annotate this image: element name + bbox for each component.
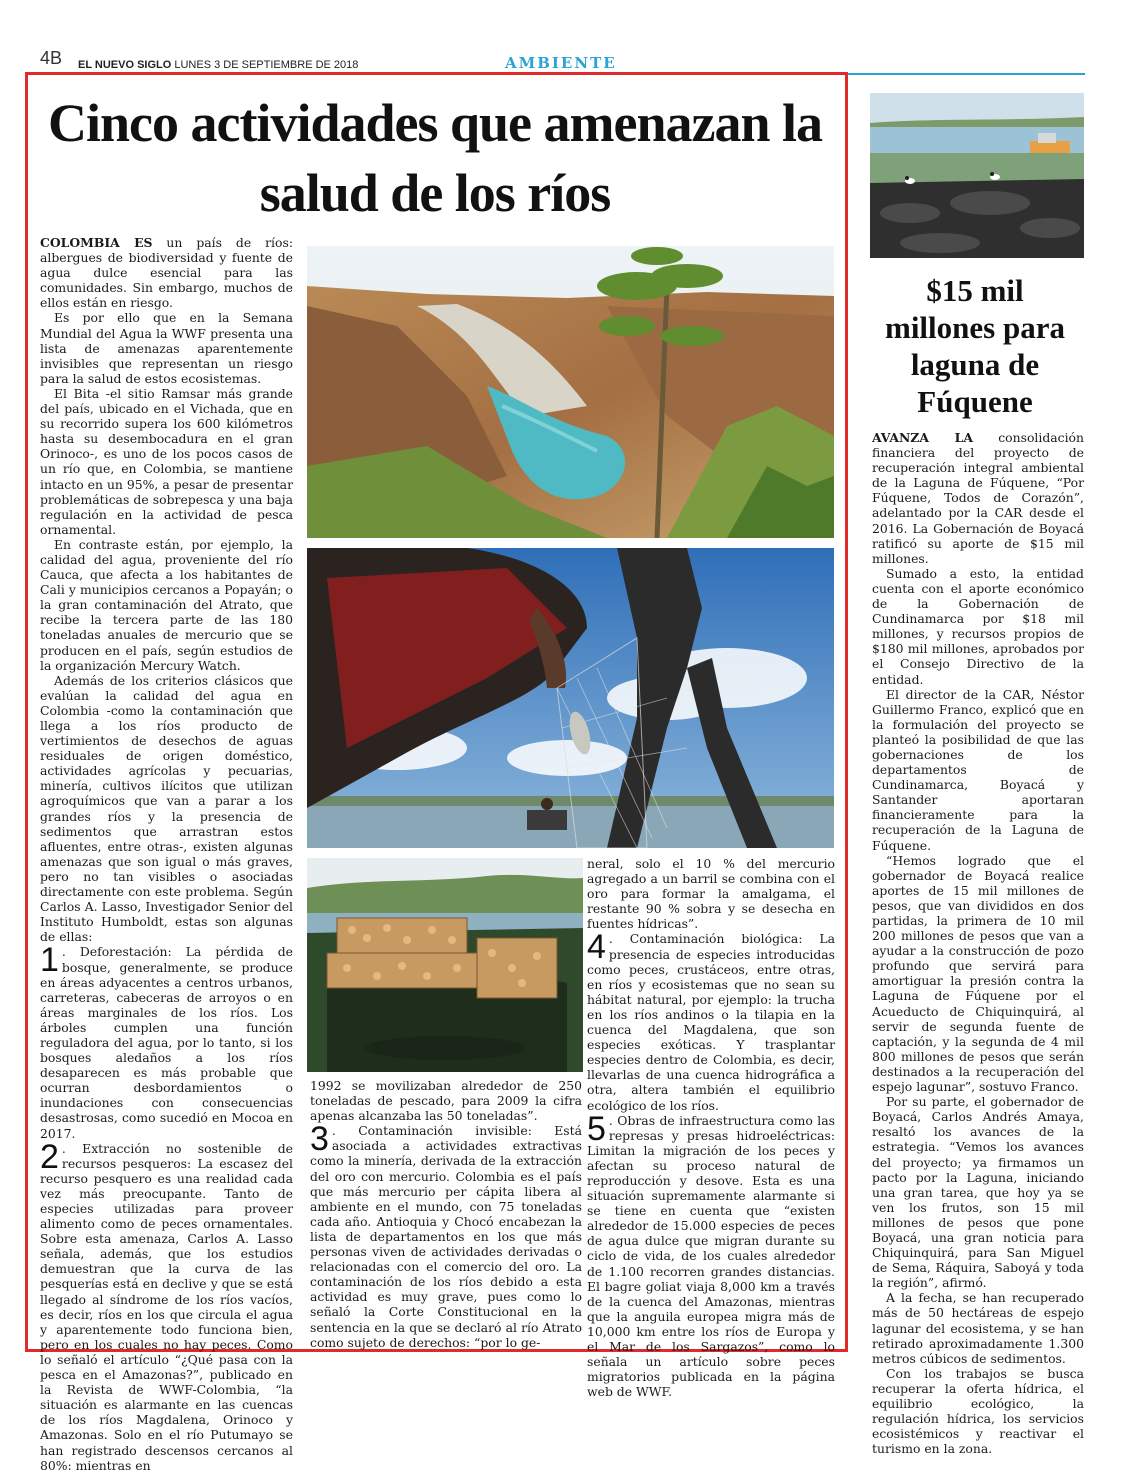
section-label: AMBIENTE bbox=[505, 54, 617, 72]
sidebar-paragraph: Sumado a esto, la entidad cuenta con el aporte económico de la Gobernación de Cundinamarca por $18 mil millones, y recursos propios de $180 mil millones, aprobados por el Consejo Directivo de la entidad. bbox=[872, 565, 1084, 687]
sidebar-lead-word: AVANZA LA bbox=[872, 430, 973, 445]
article-paragraph: Además de los criterios clásicos que evalúan la calidad del agua en Colombia -como la contaminación que llega a los ríos producto de vertimientos de desechos de aguas residuales de origen doméstico, actividades agrícolas y pecuarias, minería, cultivos ilícitos que utilizan agroquímicos que van a parar a los grandes ríos y la presencia de sedimentos que arrastran estos afluentes, entre otras-, existen algunas amenazas que son igual o más graves, pero no tan visibles o asociadas directamente con este problema. Según Carlos A. Lasso, Investigador Senior del Instituto Humboldt, estas son algunas de ellas: bbox=[40, 672, 293, 945]
article-paragraph: 1992 se movilizaban alrededor de 250 toneladas de pescado, para 2009 la cifra apenas alcanzaba las 50 toneladas”. bbox=[310, 1078, 582, 1124]
issue-date: LUNES 3 DE SEPTIEMBRE DE 2018 bbox=[174, 59, 359, 71]
article-paragraph: neral, solo el 10 % del mercurio agregado a un barril se combina con el oro para formar la amalgama, el restante 90 % sobra y se desecha en fuentes hídricas”. bbox=[587, 856, 835, 932]
sidebar-paragraph: consolidación financiera del proyecto de recuperación integral ambiental de la Laguna de Fúquene, “Por Fúquene, Todos de Corazón”, adelantado por la CAR desde el 2016. La Gobernación de Boyacá ratificó su aporte de $15 mil millones. bbox=[872, 430, 1084, 566]
list-number: 5 bbox=[587, 1109, 606, 1148]
photo-mining-pit bbox=[307, 246, 834, 538]
article-paragraph: En contraste están, por ejemplo, la calidad del agua, proveniente del río Cauca, que afecta a los habitantes de Cali y municipios cercanos a Popayán; o la gran contaminación del Atrato, que recibe la tercera parte de las 180 toneladas anuales de mercurio que se producen en el país, según estudios de la organización Mercury Watch. bbox=[40, 536, 293, 673]
article-headline: Cinco actividades que amenazan la salud de los ríos bbox=[47, 93, 823, 223]
article-column-1 bbox=[40, 235, 294, 1473]
list-item: 5 . Obras de infraestructura como las represas y presas hidroeléctricas: Limitan la migración de los peces y afectan su proceso natural de reproducción y desove. Esta es una situación supremamente alarmante si se tiene en cuenta que “existen alrededor de 15.000 especies de peces de agua dulce que migran durante su ciclo de vida, de los cuales alrededor de 1.100 recorren grandes distancias. El bagre goliat viaja 8,000 km a través de la cuenca del Amazonas, mientras que la anguila europea migra más de 10,000 km entre los ríos de Europa y el Mar de los Sargazos”, como lo señala un artículo sobre peces migratorios publicada en la página web de WWF. bbox=[587, 1109, 835, 1400]
article-column-3 bbox=[587, 856, 835, 1400]
list-number: 2 bbox=[40, 1137, 59, 1176]
list-item: 2 . Extracción no sostenible de recursos pesqueros: La escasez del recurso pesquero es una realidad cada vez más preocupante. Tanto de especies utilizadas para proveer alimento como de peces ornamentales. Sobre esta amenaza, Carlos A. Lasso señala, además, que los estudios demuestran que la curva de las pesquerías está en declive y que se está llegado al síndrome de los ríos vacíos, es decir, ríos en los que circula el agua y aparentemente todo funciona bien, pero en los cuales no hay peces. Como lo señaló el artículo “¿Qué pasa con la pesca en el Amazonas?”, publicado en la Revista de WWF-Colombia, “la situación es alarmante en las cuencas de los ríos Magdalena, Orinoco y Amazonas. Solo en el río Putumayo se han registrado descensos cercanos al 80%: mientras en bbox=[40, 1137, 293, 1473]
page-number: 4B bbox=[40, 48, 63, 68]
list-item: 4 . Contaminación biológica: La presencia de especies introducidas como peces, crustáceos, entre otras, en ríos y ecosistemas que no sean su hábitat natural, por ejemplo: la trucha en los ríos andinos o la tilapia en la cuenca del Magdalena, que son especies exóticas. Y trasplantar especies dentro de Colombia, es decir, llevarlas de una cuenca hidrográfica a otra, altera también el equilibrio ecológico de los ríos. bbox=[587, 928, 835, 1113]
photo-lagoon-boat bbox=[870, 93, 1084, 258]
article-paragraph: un país de ríos: albergues de biodiversidad y fuente de agua dulce esencial para las comunidades. Sin embargo, muchos de ellos están en riesgo. bbox=[40, 235, 294, 311]
article-paragraph: Es por ello que en la Semana Mundial del Agua la WWF presenta una lista de amenazas aparentemente invisibles que representan un riesgo para la salud de estos ecosistemas. bbox=[40, 310, 293, 386]
list-number: 3 bbox=[310, 1120, 329, 1159]
article-column-2 bbox=[310, 1078, 582, 1348]
list-number: 4 bbox=[587, 928, 606, 967]
list-item: 1 . Deforestación: La pérdida de bosque, generalmente, se produce en áreas adyacentes a centros urbanos, carreteras, cabeceras de arroyos o en áreas marginales de los ríos. Los árboles cumplen una función reguladora del agua, por lo tanto, si los bosques aledaños a los ríos desaparecen es más probable que ocurran desbordamientos o inundaciones con consecuencias desastrosas, como sucedió en Mocoa en 2017. bbox=[40, 941, 293, 1141]
sidebar-headline: $15 mil millones para laguna de Fúquene bbox=[885, 273, 1065, 419]
newspaper-name: EL NUEVO SIGLO bbox=[78, 59, 172, 71]
sidebar-paragraph: Con los trabajos se busca recuperar la oferta hídrica, el equilibrio ecológico, la regulación hídrica, los servicios ecosistémicos y reactivar el turismo en la zona. bbox=[872, 1365, 1084, 1457]
sidebar-paragraph: A la fecha, se han recuperado más de 50 hectáreas de espejo lagunar del ecosistema, y se han retirado aproximadamente 1.300 metros cúbicos de sedimentos. bbox=[872, 1290, 1084, 1366]
photo-firewood-stacks bbox=[307, 858, 583, 1072]
newspaper-dateline bbox=[78, 59, 358, 71]
sidebar-paragraph: Por su parte, el gobernador de Boyacá, Carlos Andrés Amaya, resaltó los avances de la estrategia. “Vemos los avances del proyecto; ya firmamos un pacto por la Laguna, iniciando una gran tarea, que hoy ya se ven los frutos, son 15 mil millones de pesos que pone Boyacá, una gran noticia para Chiquinquirá, para San Miguel de Sema, Ráquira, Saboyá y toda la región”, afirmó. bbox=[872, 1094, 1084, 1291]
sidebar-column bbox=[872, 430, 1084, 1457]
sidebar-paragraph: “Hemos logrado que el gobernador de Boyacá realice aportes de 15 mil millones de pesos, que van divididos en dos partidas, la primera de 10 mil 200 millones de pesos que van a ayudar a la construcción de pozo profundo que servirá para amortiguar la presión contra la Laguna de Fúquene por el Acueducto de Chiquinquirá, al servir de segunda fuente de captación, y la segunda de 4 mil 800 millones de pesos que serán destinados a la recuperación del espejo lagunar”, sostuvo Franco. bbox=[872, 852, 1084, 1095]
list-number: 1 bbox=[40, 941, 59, 980]
list-item: 3 . Contaminación invisible: Está asociada a actividades extractivas como la minería, derivada de la extracción del oro con mercurio. Colombia es el país que más mercurio per cápita libera al ambiente en el mundo, con 75 toneladas cada año. Antioquia y Chocó encabezan la lista de departamentos en los que más personas viven de actividades derivadas o relacionadas con el comercio del oro. La contaminación de los ríos debido a esta actividad es muy grave, pues como lo señaló la Corte Constitucional en la sentencia en la que se declaró al río Atrato como sujeto de derechos: “por lo ge- bbox=[310, 1120, 582, 1350]
sidebar-paragraph: El director de la CAR, Néstor Guillermo Franco, explicó que en la formulación del proyecto se planteó la posibilidad de que las gobernaciones de los departamentos de Cundinamarca, Boyacá y Santander aportaran financieramente para la recuperación de la Laguna de Fúquene. bbox=[872, 686, 1084, 853]
article-lead-word: COLOMBIA ES bbox=[40, 235, 153, 250]
photo-fishermen-net bbox=[307, 548, 834, 848]
article-paragraph: El Bita -el sitio Ramsar más grande del país, ubicado en el Vichada, que en su recorrido supera los 600 kilómetros hasta su desembocadura en el gran Orinoco-, es uno de los pocos casos de un río que, en Colombia, se mantiene intacto en un 95%, a pesar de presentar problemáticas de sobrepesca y una baja regulación en la actividad de pesca ornamental. bbox=[40, 385, 293, 537]
